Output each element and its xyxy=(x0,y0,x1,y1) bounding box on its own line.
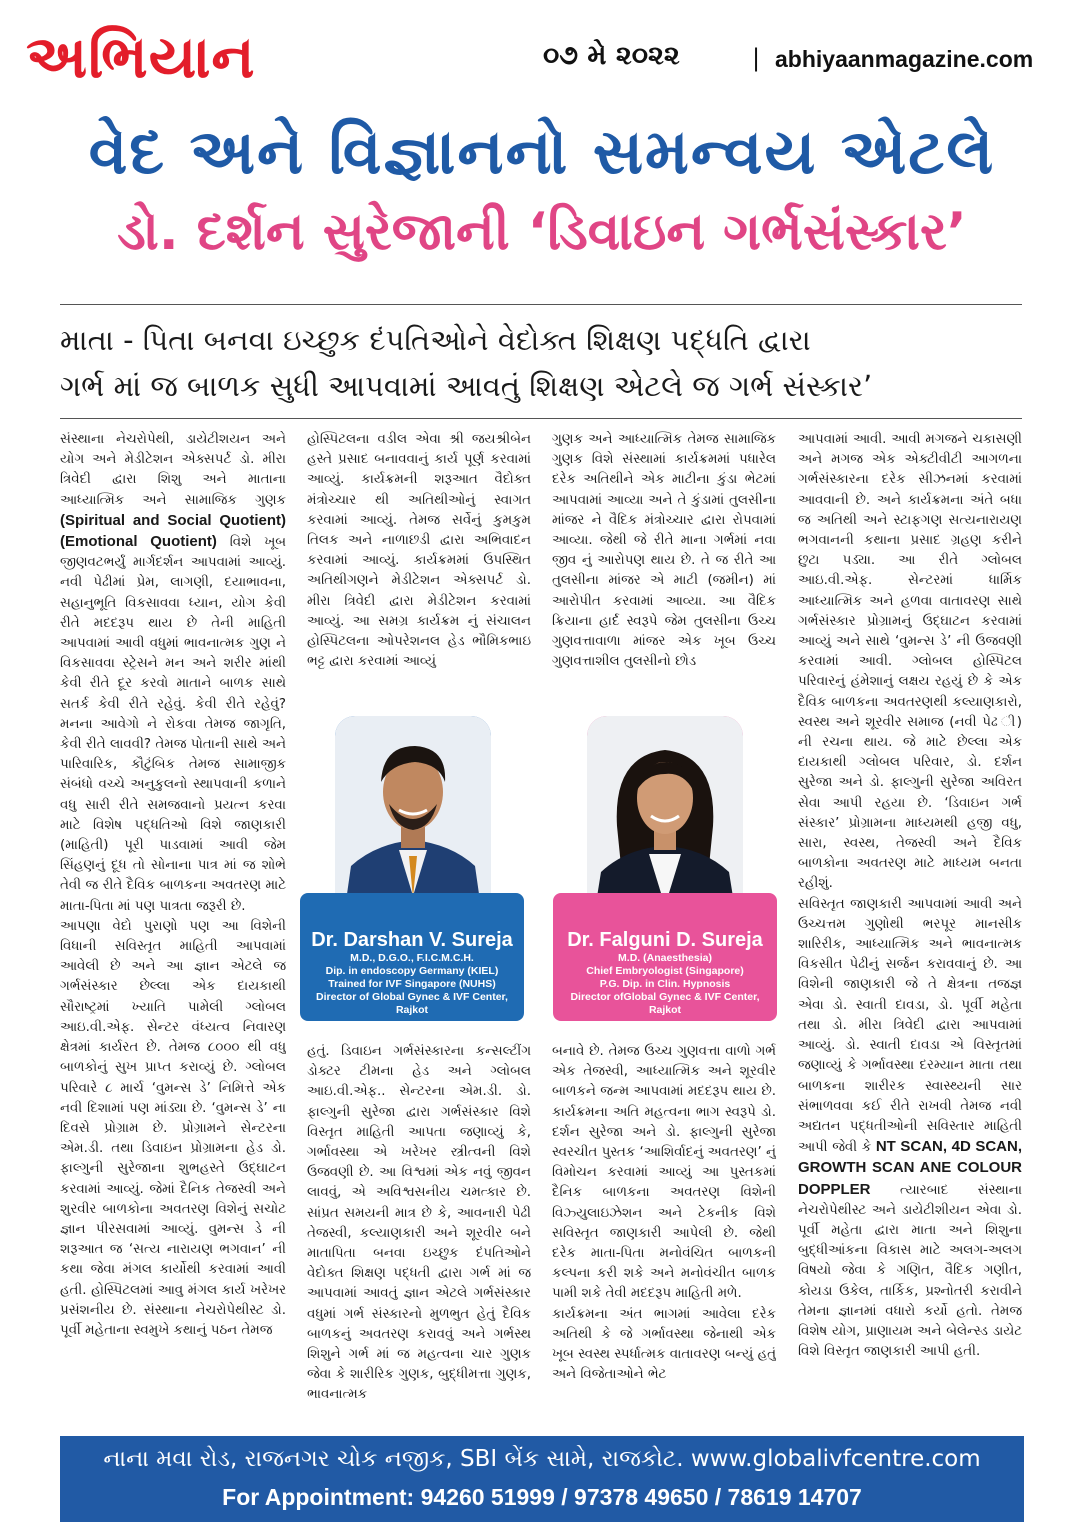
article-column-1 xyxy=(60,430,286,1430)
doctor-designation: Director ofGlobal Gynec & IVF Center, Rajkot xyxy=(570,991,760,1016)
article-paragraph: વિશે ખૂબ જીણવટભર્યું માર્ગદર્શન આપવામાં આવ્યું. નવી પેઢીમાં પ્રેમ, લાગણી, દયાભાવના, સહાનુભૂતિ વિકસાવવા ધ્યાન, યોગ કેવી રીતે મદદરૂપ થાય છે તેની માહિતી આપવામાં આવી વધુમાં ભાવનાત્મક ગુણ ને વિકસાવવા સ્ટ્રેસને મન અને શરીર માંથી કેવી રીતે દૂર કરવો માતાને બાળક સાથે સતર્ક કેવી રીતે રહેવું. કેવી રીતે રહેવું? મનના આવેગો ને રોકવા તેમજ જાગૃતિ, કેવી રીતે લાવવી? તેમજ પોતાની સાથે અને પારિવારિક, કૌટુંબિક તેમજ સામાજીક સંબંધો વચ્ચે અનુકુલનો સ્થાપવાની કળાને વધુ સારી રીતે સમજવાનો પ્રયત્ન કરવા માટે વિશેષ પદ્ધતિઓ વિશે જાણકારી (માહિતી) પૂરી પાડવામાં આવી જેમ સિંહણનું દૂધ તો સોનાના પાત્ર માં જ શોભે તેવી જ રીતે દૈવિક બાળકના અવતરણ માટે માતા-પિતા માં પણ પાત્રતા જરૂરી છે. xyxy=(60,535,286,914)
masthead-separator: | xyxy=(752,44,761,72)
article-paragraph: સંસ્થાના નેચરોપેથી, ડાયેટીશયન અને યોગ અને મેડીટેશન એક્સપર્ટ ડો. મીરા ત્રિવેદી દ્વારા શિશુ અને માતાના આધ્યાત્મિક અને સામાજિક ગુણક xyxy=(60,432,286,508)
article-column-3-bottom xyxy=(552,1042,776,1422)
footer-banner xyxy=(60,1436,1024,1522)
doctor-info-box-darshan xyxy=(300,893,524,1021)
article-column-4 xyxy=(798,430,1022,1430)
masthead xyxy=(0,0,1084,105)
divider-top xyxy=(60,304,1022,305)
article-column-2-bottom xyxy=(307,1042,531,1422)
article-column-3-top xyxy=(552,430,776,700)
scan-types-term: NT SCAN, 4D SCAN, GROWTH SCAN ANE COLOUR DOPPLER xyxy=(798,1138,1022,1198)
article-paragraph: આપવામાં આવી. આવી મગજને ચકાસણી અને મગજ એક એક્ટીવીટી આગળના ગર્ભસંસ્કારના દરેક સીઝનમાં કરવામાં આવવાની છે. અને કાર્યક્રમના અંતે બધા જ અતિથી અને સ્ટાફગણ સત્યનારાયણ ભગવાનની કથાના પ્રસાદ ગ્રહણ કરીને છુટા પડ્યા. આ રીતે ગ્લોબલ આઇ.વી.એફ. સેન્ટરમાં ધાર્મિક આધ્યાત્મિક અને હળવા વાતાવરણ સાથે ગર્ભસંસ્કાર પ્રોગ્રામનું ઉદ્ઘાટન કરવામાં આવ્યું અને સાથે ‘વુમન્સ ડે’ ની ઉજવણી કરવામાં આવી. ગ્લોબલ હોસ્પિટલ પરિવારનું હંમેશાનું લક્ષય રહયું છે કે એક દૈવિક બાળકના અવતરણથી કલ્યાણકારો, સ્વસ્થ અને શૂરવીર સમાજ (નવી પેઢ ી) ની રચના થાય. જે માટે છેલ્લા એક દાયકાથી ગ્લોબલ પરિવાર, ડો. દર્શન સુરેજા અને ડો. ફાલ્ગુની સુરેજા અવિરત સેવા આપી રહયા છે. ‘ડિવાઇન ગર્ભ સંસ્કાર’ પ્રોગ્રામના માધ્યમથી હજી વધુ, સારા, સ્વસ્થ, તેજસ્વી અને દૈવિક બાળકોના અવતરણ માટે માધ્યમ બનતા રહીશું. xyxy=(798,432,1022,892)
emotional-quotient-term: (Emotional Quotient) xyxy=(60,533,217,551)
doctor-qualification: P.G. Dip. in Clin. Hypnosis xyxy=(599,978,731,990)
article-paragraph: સવિસ્તૃત જાણકારી આપવામાં આવી અને ઉચ્ચત્તમ ગુણોથી ભરપૂર માનસીક શારિરીક, આધ્યાત્મિક અને ભાવનાત્મક વિકસીત પેઢીનું સર્જન કરાવવાનું છે. આ વિશેની જાણકારી જે તે ક્ષેત્રના તજજ્ઞ એવા ડો. સ્વાતી દાવડા, ડો. પૂર્વી મહેતા તથા ડો. મીરા ત્રિવેદી દ્વારા આપવામાં આવ્યું. ડો. સ્વાતી દાવડા એ વિસ્તૃતમાં જણાવ્યું કે ગર્ભાવસ્થા દરમ્યાન માતા તથા બાળકના શારીરક સ્વાસ્થ્યની સાર સંભાળવવા કઈ રીતે રાખવી તેમજ નવી અદ્યતન પદ્ધતીઓની સવિસ્તાર માહિતી આપી જેવી કે xyxy=(798,896,1022,1156)
doctor-qualification: Dip. in endoscopy Germany (KIEL) xyxy=(325,965,499,977)
article-paragraph: હતું. ડિવાઇન ગર્ભસંસ્કારના કન્સલ્ટીંગ ડોક્ટર ટીમના હેડ અને ગ્લોબલ આઇ.વી.એફ.. સેન્ટરના એમ.ડી. ડો. ફાલ્ગુની સુરેજા દ્વારા ગર્ભસંસ્કાર વિશે વિસ્તૃત માહિતી આપતા જણાવ્યું કે, ગર્ભાવસ્થા એ ખરેખર સ્ત્રીત્વની વિશે ઉજવણી છે. આ વિશ્વમાં એક નવું જીવન લાવવું, એ અવિશ્વસનીય ચમત્કાર છે. સાંપ્રત સમયની માત્ર છે કે, આવનારી પેઢી તેજસ્વી, કલ્યાણકારી અને શૂરવીર બને માતાપિતા બનવા ઇચ્છુક દંપતિઓને વેદોક્ત શિક્ષણ પદ્ધતી દ્વારા ગર્ભ માં જ આપવામાં આવતું જ્ઞાન એટલે ગર્ભસંસ્કાર વધુમાં ગર્ભ સંસ્કારનો મુળભુત હેતું દૈવિક બાળકનું અવતરણ કરાવવું અને ગર્ભસ્થ શિશુને ગર્ભ માં જ મહત્વના ચાર ગુણક જેવા કે શારીરિક ગુણક, બુદ્ધીમત્તા ગુણક, ભાવનાત્મક xyxy=(307,1044,531,1403)
article-paragraph: હોસ્પિટલના વડીલ એવા શ્રી જયશ્રીબેન હસ્તે પ્રસાદ બનાવવાનું કાર્ય પૂર્ણ કરવામાં આવ્યું. કાર્યક્રમની શરૂઆત વૈદોક્ત મંત્રોચ્ચાર થી અતિથીઓનું સ્વાગત કરવામાં આવ્યું. તેમજ સર્વેનું કુમકુમ તિલક અને નાળાછડી દ્વારા અભિવાદન કરવામાં આવ્યું. કાર્યક્રમમાં ઉપસ્થિત અતિથીગણને મેડીટેશન એક્સપર્ટ ડો. મીરા ત્રિવેદી દ્વારા મેડીટેશન કરવામાં આવ્યું. આ સમગ્ર કાર્યક્રમ નું સંચાલન હોસ્પિટલના ઓપરેશનલ હેડ ભૌમિકભાઇ ભટ્ટ દ્વારા કરવામાં આવ્યું xyxy=(307,432,531,670)
man-portrait-icon xyxy=(335,716,491,922)
headline-line-1: વેદ અને વિજ્ઞાનનો સમન્વય એટલે xyxy=(88,115,996,188)
article-paragraph: કાર્યક્રમના અંત ભાગમાં આવેલા દરેક અતિથી કે જે ગર્ભાવસ્થા જેનાથી એક ખૂબ સ્વસ્થ સ્પર્ધાત્મક વાતાવરણ બન્યું હતું અને વિજેતાઓને ભેટ xyxy=(552,1306,776,1383)
article-paragraph: ગુણક અને આધ્યાત્મિક તેમજ સામાજિક ગુણક વિશે સંસ્થામાં કાર્યક્રમમાં પધારેલ દરેક અતિથીને એક માટીના કુંડા ભેટમાં આપવામાં આવ્યા અને તે કુંડામાં તુલસીના માંજર ને વૈદિક મંત્રોચ્ચાર દ્વારા રોપવામાં આવ્યા. જેથી જે રીતે માના ગર્ભમાં નવા જીવ નું આરોપણ થાય છે. તે જ રીતે આ તુલસીના માંજર એ માટી (જમીન) માં આરોપીત કરવામાં આવ્યા. આ વૈદિક ક્રિયાના હાર્દ સ્વરૂપે જેમ તુલસીના ઉચ્ચ ગુણવત્તાવાળા માંજર એક ખૂબ ઉચ્ચ ગુણવત્તાશીલ તુલસીનો છોડ xyxy=(552,432,776,670)
doctor-photo-falguni xyxy=(587,716,743,922)
doctor-qualification: M.D. (Anaesthesia) xyxy=(618,952,712,964)
subheadline-line-1: માતા - પિતા બનવા ઇચ્છુક દંપતિઓને વેદોક્ત શિક્ષણ પદ્ધતિ દ્વારા xyxy=(60,323,811,357)
spiritual-quotient-term: (Spiritual and Social Quotient) xyxy=(60,511,286,529)
doctor-qualification: Trained for IVF Singapore (NUHS) xyxy=(328,978,496,990)
article-paragraph: ત્યારબાદ સંસ્થાના નેચરોપેથીસ્ટ અને ડાયેટીશીયન એવા ડો. પૂર્વી મહેતા દ્વારા માતા અને શિશુના બુદ્ધીઆંકના વિકાસ માટે અલગ-અલગ વિષયો જેવા કે ગણિત, વૈદિક ગણીત, કોયડા ઉકેલ, તાર્કિક, પ્રશ્નોતરી કરાવીને તેમના જ્ઞાનમાં વધારો કર્યો હતો. તેમજ વિશેષ યોગ, પ્રાણાયમ અને બેલેન્સ્ડ ડાયેટ વિશે વિસ્તૃત જાણકારી આપી હતી. xyxy=(798,1182,1022,1360)
doctor-photo-darshan xyxy=(335,716,491,922)
footer-appointment: For Appointment: 94260 51999 / 97378 49650 / 78619 14707 xyxy=(222,1484,862,1510)
doctor-name: Dr. Falguni D. Sureja xyxy=(567,929,763,951)
website-url: abhiyaanmagazine.com xyxy=(775,46,1034,72)
magazine-logo: અભિયાન xyxy=(26,23,256,91)
subheadline-line-2: ગર્ભ માં જ બાળક સુધી આપવામાં આવતું શિક્ષણ એટલે જ ગર્ભ સંસ્કાર’ xyxy=(60,369,873,403)
article-column-2-top xyxy=(307,430,531,700)
doctor-info-box-falguni xyxy=(553,893,777,1021)
doctor-name: Dr. Darshan V. Sureja xyxy=(311,929,513,951)
issue-date: ૦૭ મે ૨૦૨૨ xyxy=(543,40,680,71)
divider-bottom xyxy=(60,418,1022,419)
article-paragraph: આપણા વેદો પુરાણો પણ આ વિશેની વિધાની સવિસ્તૃત માહિતી આપવામાં આવેલી છે અને આ જ્ઞાન એટલે જ ગર્ભસંસ્કાર છેલ્લા એક દાયકાથી સૌરાષ્ટ્રમાં ખ્યાતિ પામેલી ગ્લોબલ આઇ.વી.એફ. સેન્ટર વંધ્યત્વ નિવારણ ક્ષેત્રમાં કાર્યરત છે. તેમજ ૮૦૦૦ થી વધુ બાળકોનું સુખ પ્રાપ્ત કરાવ્યું છે. ગ્લોબલ પરિવારે ૮ માર્ચ ‘વુમન્સ ડે’ નિમિત્તે એક નવી દિશામાં પણ માંડ્યા છે. ‘વુમન્સ ડે’ ના દિવસે પ્રોગ્રામ છે. પ્રોગ્રામને સેન્ટરના એમ.ડી. તથા ડિવાઇન પ્રોગ્રામના હેડ ડો. ફાલ્ગુની સુરેજાના શુભહસ્તે ઉદ્ઘાટન કરવામાં આવ્યું. જેમાં દૈનિક તેજસ્વી અને શુરવીર બાળકોના અવતરણ વિશેનું સચોટ જ્ઞાન પીરસવામાં આવ્યું. વુમન્સ ડે ની શરૂઆત જ ‘સત્ય નારાયણ ભગવાન’ ની કથા જેવા મંગલ કાર્યોથી કરવામાં આવી હતી. હોસ્પિટલમાં આવુ મંગલ કાર્ય ખરેખર પ્રસંશનીય છે. સંસ્થાના નેચરોપેથીસ્ટ ડો. પૂર્વી મહેતાના સ્વમુખે કથાનું પઠન તેમજ xyxy=(60,918,286,1338)
doctor-designation: Director of Global Gynec & IVF Center, Rajkot xyxy=(316,991,508,1016)
headline-line-2: ડો. દર્શન સુરેજાની ‘ડિવાઇન ગર્ભસંસ્કાર’ xyxy=(117,202,967,262)
footer-address: નાના મવા રોડ, રાજનગર ચોક નજીક, SBI બેંક સામે, રાજકોટ. www.globalivfcentre.com xyxy=(103,1446,981,1472)
doctor-qualification: Chief Embryologist (Singapore) xyxy=(586,965,744,977)
doctor-qualification: M.D., D.G.O., F.I.C.M.C.H. xyxy=(350,952,474,964)
woman-portrait-icon xyxy=(587,716,743,922)
article-paragraph: બનાવે છે. તેમજ ઉચ્ચ ગુણવત્તા વાળો ગર્ભ એક તેજસ્વી, આધ્યાત્મિક અને શૂરવીર બાળકને જન્મ આપવામાં મદદરૂપ થાય છે. કાર્યક્રમના અતિ મહત્વના ભાગ સ્વરૂપે ડો. દર્શન સુરેજા અને ડો. ફાલ્ગુની સુરેજા સ્વરચીત પુસ્તક ‘આશિર્વાદનું અવતરણ’ નું વિમોચન કરવામાં આવ્યું આ પુસ્તકમાં દૈનિક બાળકના અવતરણ વિશેની વિઝ્યુલાઇઝેશન અને ટેકનીક વિશે સવિસ્તૃત જાણકારી આપેલી છે. જેથી દરેક માતા-પિતા મનોવંચિત બાળકની કલ્પના કરી શકે અને મનોવંચીત બાળક પામી શકે તેવી મદદરૂપ માહિતી મળે. xyxy=(552,1044,776,1302)
